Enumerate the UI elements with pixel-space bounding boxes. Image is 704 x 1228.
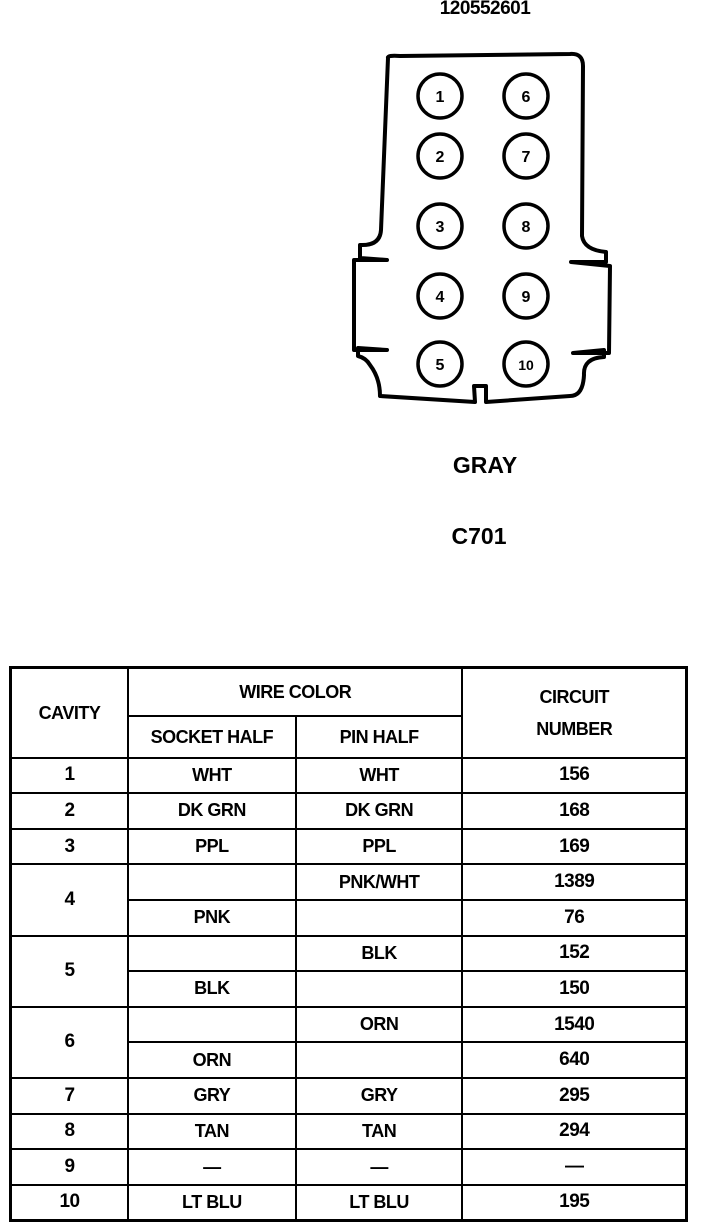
cavity-cell: 10 — [11, 1185, 129, 1221]
connector-id-label: C701 — [451, 523, 507, 549]
circuit-number-cell: 1389 — [462, 864, 686, 900]
circuit-number-cell: 156 — [462, 758, 686, 794]
pin-half-cell: TAN — [296, 1114, 463, 1150]
socket-half-cell: PNK — [128, 900, 296, 936]
pin-number-label: 1 — [435, 89, 445, 106]
socket-half-cell: GRY — [128, 1078, 296, 1114]
socket-half-cell — [128, 1007, 296, 1043]
connector-face-diagram — [340, 40, 630, 420]
circuit-number-cell: 168 — [462, 793, 686, 829]
socket-half-cell: WHT — [128, 758, 296, 794]
table-row — [11, 1149, 687, 1185]
circuit-number-cell: 76 — [462, 900, 686, 936]
circuit-number-cell: — — [462, 1149, 686, 1185]
table-row — [11, 936, 687, 972]
table-row — [11, 1185, 687, 1221]
cavity-cell: 4 — [11, 864, 129, 935]
connector-color-label: GRAY — [452, 452, 518, 478]
cavity-cell: 9 — [11, 1149, 129, 1185]
connector-housing-outline — [354, 54, 610, 402]
cavity-table — [9, 666, 688, 1222]
pin-number-label: 7 — [521, 149, 531, 166]
circuit-number-cell: 640 — [462, 1042, 686, 1078]
cavity-header: CAVITY — [11, 668, 129, 758]
cavity-cell: 3 — [11, 829, 129, 865]
pin-half-cell: WHT — [296, 758, 463, 794]
cavity-cell: 1 — [11, 758, 129, 794]
pin-half-cell — [296, 900, 463, 936]
pin-half-header: PIN HALF — [296, 716, 463, 758]
table-row — [11, 793, 687, 829]
table-row — [11, 1114, 687, 1150]
table-row — [11, 1007, 687, 1043]
socket-half-cell — [128, 936, 296, 972]
socket-half-cell: TAN — [128, 1114, 296, 1150]
circuit-number-cell: 152 — [462, 936, 686, 972]
circuit-number-cell: 1540 — [462, 1007, 686, 1043]
circuit-number-cell: 294 — [462, 1114, 686, 1150]
socket-half-cell: BLK — [128, 971, 296, 1007]
wire-color-header: WIRE COLOR — [128, 668, 462, 716]
pin-number-label: 3 — [435, 219, 445, 236]
socket-half-cell: DK GRN — [128, 793, 296, 829]
socket-half-cell: ORN — [128, 1042, 296, 1078]
table-row — [11, 829, 687, 865]
cavity-cell: 7 — [11, 1078, 129, 1114]
pin-number-label: 6 — [521, 89, 531, 106]
pin-number-label: 9 — [521, 289, 531, 306]
pin-half-cell: LT BLU — [296, 1185, 463, 1221]
circuit-number-cell: 295 — [462, 1078, 686, 1114]
circuit-header-line2: NUMBER — [536, 718, 613, 739]
pin-number-label: 5 — [435, 357, 445, 374]
cavity-cell: 6 — [11, 1007, 129, 1078]
pin-number-label: 4 — [435, 289, 445, 306]
socket-half-cell: LT BLU — [128, 1185, 296, 1221]
pin-half-cell: ORN — [296, 1007, 463, 1043]
table-row — [11, 758, 687, 794]
cavity-cell: 8 — [11, 1114, 129, 1150]
pin-number-label: 2 — [435, 149, 445, 166]
circuit-number-cell: 195 — [462, 1185, 686, 1221]
table-row — [11, 1078, 687, 1114]
pin-number-label: 8 — [521, 219, 531, 236]
pin-half-cell: BLK — [296, 936, 463, 972]
pin-cavity-group — [418, 74, 548, 386]
pin-half-cell: GRY — [296, 1078, 463, 1114]
pin-half-cell — [296, 1042, 463, 1078]
circuit-number-cell: 169 — [462, 829, 686, 865]
pin-half-cell: DK GRN — [296, 793, 463, 829]
pin-number-label: 10 — [518, 357, 534, 373]
socket-half-header: SOCKET HALF — [128, 716, 296, 758]
circuit-number-cell: 150 — [462, 971, 686, 1007]
table-body — [11, 758, 687, 1221]
cavity-cell: 2 — [11, 793, 129, 829]
cavity-cell: 5 — [11, 936, 129, 1007]
circuit-number-header — [462, 668, 686, 758]
socket-half-cell — [128, 864, 296, 900]
part-number-label: 120552601 — [439, 0, 531, 19]
socket-half-cell: — — [128, 1149, 296, 1185]
pin-half-cell — [296, 971, 463, 1007]
pin-half-cell: — — [296, 1149, 463, 1185]
circuit-header-line1: CIRCUIT — [539, 686, 609, 707]
table-row — [11, 864, 687, 900]
socket-half-cell: PPL — [128, 829, 296, 865]
pin-half-cell: PNK/WHT — [296, 864, 463, 900]
pin-half-cell: PPL — [296, 829, 463, 865]
